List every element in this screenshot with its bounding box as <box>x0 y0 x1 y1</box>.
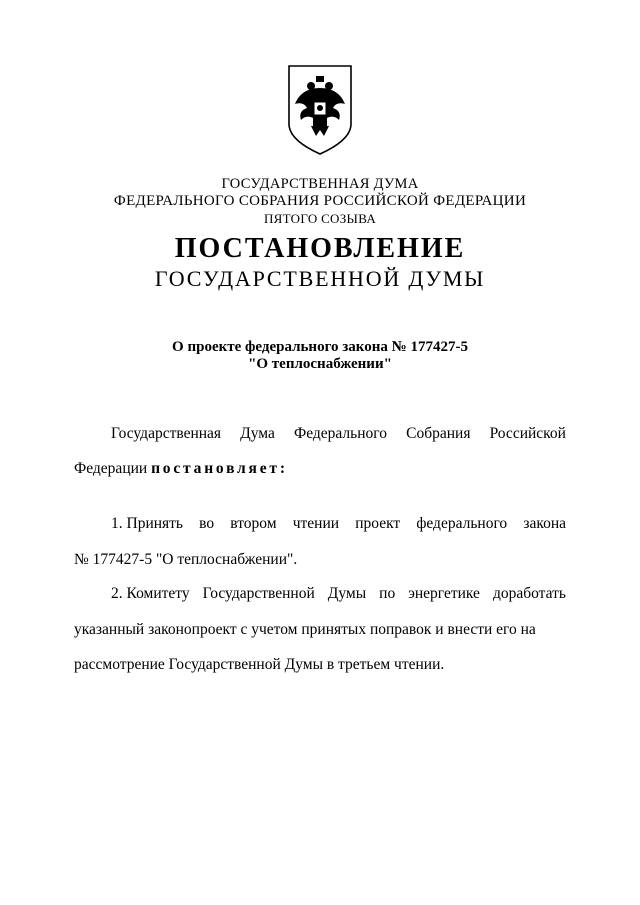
preamble-word: Дума <box>240 425 275 442</box>
decree-word: постановляет: <box>151 460 288 477</box>
org-name-line1: ГОСУДАРСТВЕННАЯ ДУМА <box>221 176 419 192</box>
item2-line2: указанный законопроект с учетом принятых поправок и внести его на <box>74 621 536 638</box>
item2-word: доработать <box>492 585 566 602</box>
preamble-word: Федерального <box>293 425 388 442</box>
item1-line1 <box>111 515 566 533</box>
item1-word: проект <box>355 515 401 532</box>
item1-line2: № 177427-5 "О теплоснабжении". <box>74 551 298 568</box>
item2-word: энергетике <box>408 585 480 602</box>
item2-word: по <box>379 585 396 602</box>
preamble-line1 <box>111 425 566 443</box>
russian-coat-of-arms-icon <box>287 64 353 156</box>
convocation-line: ПЯТОГО СОЗЫВА <box>263 211 377 226</box>
item2-word: Думы <box>327 585 367 602</box>
org-name-line2: ФЕДЕРАЛЬНОГО СОБРАНИЯ РОССИЙСКОЙ ФЕДЕРАЦИИ <box>113 193 527 209</box>
preamble-word: Государственная <box>111 425 222 442</box>
item1-word: закона <box>523 515 566 532</box>
item2-word: 2. Комитету <box>111 585 190 602</box>
item1-word: во <box>199 515 215 532</box>
item1-word: чтении <box>292 515 340 532</box>
item2-word: Государственной <box>202 585 315 602</box>
preamble-text: Федерации <box>74 460 152 477</box>
subject-line2: "О теплоснабжении" <box>248 356 392 372</box>
item2-line3: рассмотрение Государственной Думы в третьем чтении. <box>74 656 445 673</box>
item1-word: 1. Принять <box>111 515 184 532</box>
preamble-word: Российской <box>489 425 566 442</box>
item1-word: федерального <box>416 515 508 532</box>
document-subtitle: ГОСУДАРСТВЕННОЙ ДУМЫ <box>154 266 486 291</box>
item2-line1 <box>111 585 566 603</box>
preamble-word: Собрания <box>406 425 471 442</box>
document-title: ПОСТАНОВЛЕНИЕ <box>174 233 466 264</box>
preamble-line2 <box>74 460 288 478</box>
subject-line1: О проекте федерального закона № 177427-5 <box>172 339 468 355</box>
item1-word: втором <box>230 515 277 532</box>
